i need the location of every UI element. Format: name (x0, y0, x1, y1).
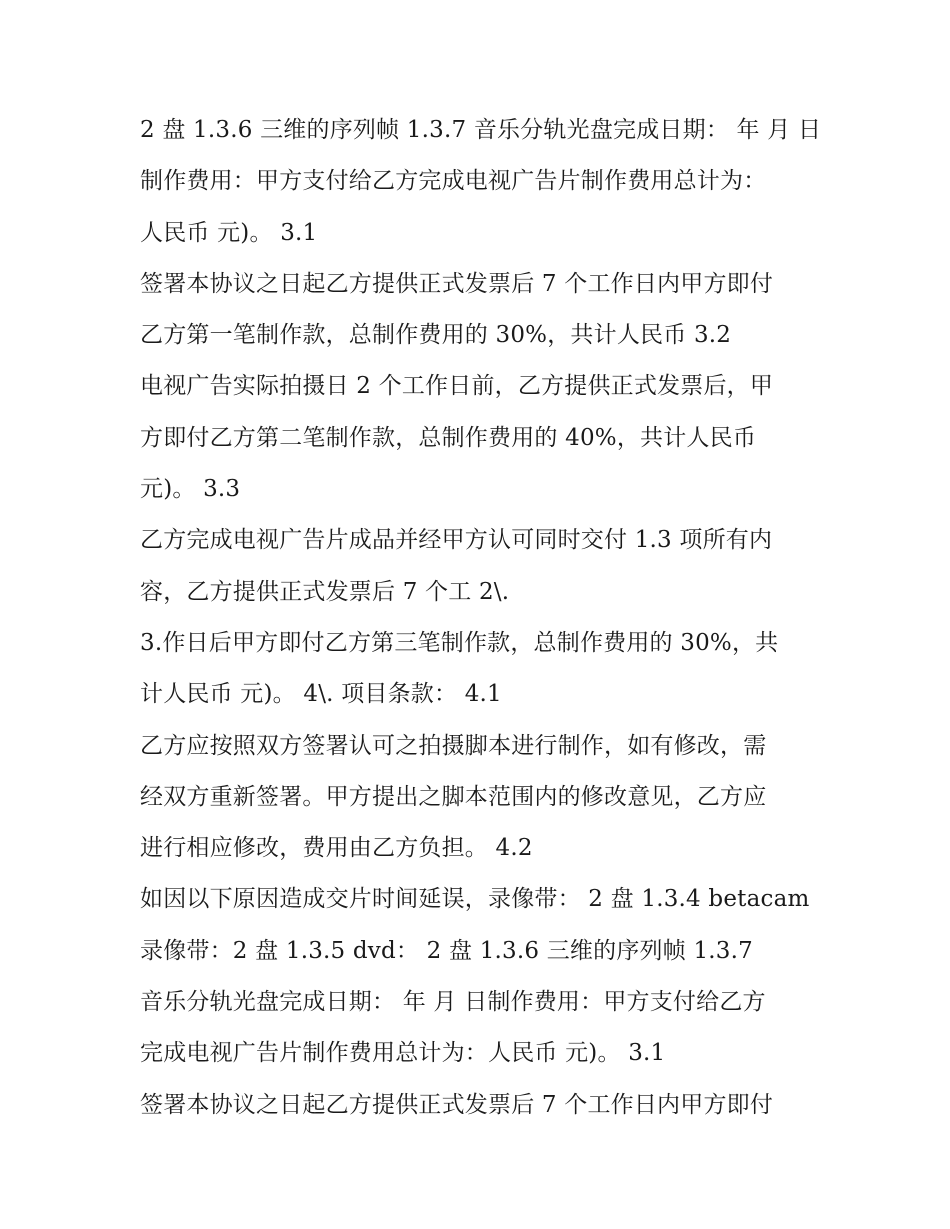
text-line: 容，乙方提供正式发票后 7 个工 2\. (140, 578, 510, 605)
text-line: 完成电视广告片制作费用总计为：人民币 元)。 3.1 (140, 1040, 666, 1067)
text-line: 方即付乙方第二笔制作款，总制作费用的 40%，共计人民币 (140, 424, 757, 451)
text-line: 乙方应按照双方签署认可之拍摄脚本进行制作，如有修改，需 (140, 732, 767, 759)
text-line: 制作费用：甲方支付给乙方完成电视广告片制作费用总计为： (140, 168, 767, 195)
text-line: 计人民币 元)。 4\. 项目条款： 4.1 (140, 681, 502, 708)
text-line: 签署本协议之日起乙方提供正式发票后 7 个工作日内甲方即付 (140, 270, 774, 297)
text-line: 乙方完成电视广告片成品并经甲方认可同时交付 1.3 项所有内 (140, 527, 773, 554)
text-line: 电视广告实际拍摄日 2 个工作日前，乙方提供正式发票后，甲 (140, 373, 774, 400)
text-line: 进行相应修改，费用由乙方负担。 4.2 (140, 835, 533, 862)
text-line: 人民币 元)。 3.1 (140, 219, 318, 246)
text-line: 录像带：2 盘 1.3.5 dvd： 2 盘 1.3.6 三维的序列帧 1.3.7 (140, 937, 753, 964)
text-line: 音乐分轨光盘完成日期： 年 月 日制作费用：甲方支付给乙方 (140, 989, 766, 1016)
text-line: 3.作日后甲方即付乙方第三笔制作款，总制作费用的 30%，共 (140, 629, 779, 656)
text-line: 经双方重新签署。甲方提出之脚本范围内的修改意见，乙方应 (140, 783, 767, 810)
text-line: 乙方第一笔制作款，总制作费用的 30%，共计人民币 3.2 (140, 322, 732, 349)
body-text (140, 105, 820, 1131)
text-line: 元)。 3.3 (140, 476, 241, 503)
text-line: 如因以下原因造成交片时间延误，录像带： 2 盘 1.3.4 betacam (140, 886, 810, 913)
text-line: 签署本协议之日起乙方提供正式发票后 7 个工作日内甲方即付 (140, 1091, 774, 1118)
text-line: 2 盘 1.3.6 三维的序列帧 1.3.7 音乐分轨光盘完成日期： 年 月 日 (140, 117, 822, 143)
